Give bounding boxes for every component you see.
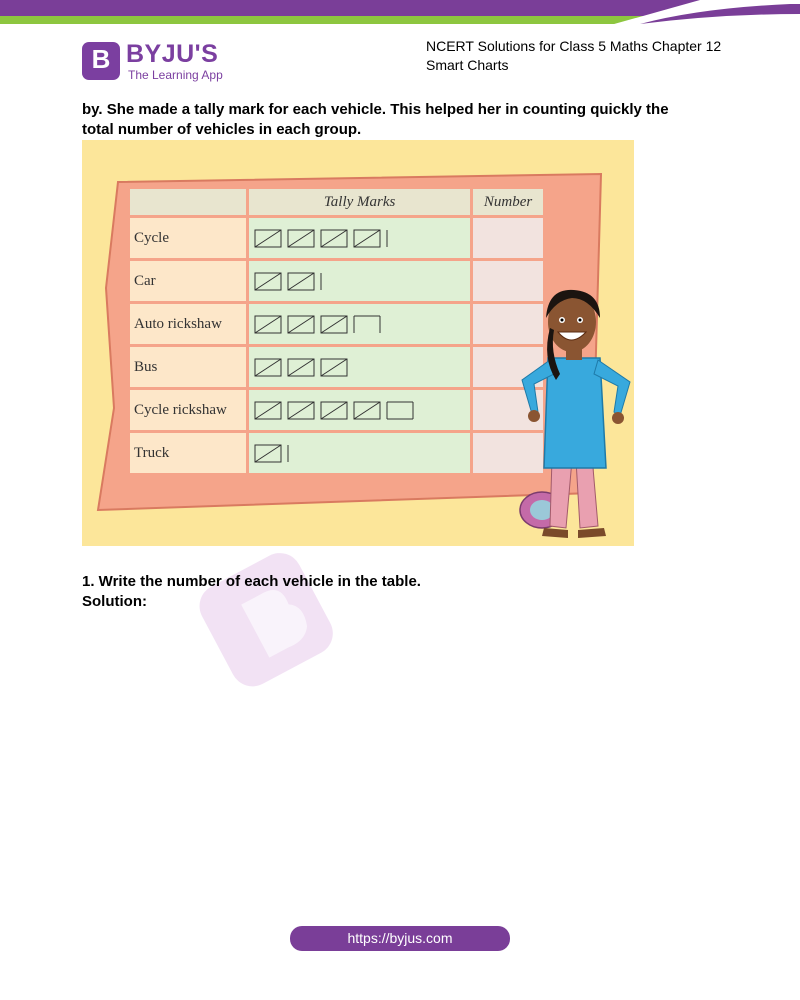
tally-marks [253, 312, 463, 336]
logo-tagline: The Learning App [128, 68, 223, 82]
vehicle-cell: Truck [130, 433, 246, 473]
tally-stroke [288, 316, 314, 333]
tally-stroke [288, 359, 314, 376]
vehicle-cell: Bus [130, 347, 246, 387]
tally-cell [249, 261, 470, 301]
tally-figure [82, 140, 634, 546]
tally-stroke [255, 359, 281, 376]
header-title-line1: NCERT Solutions for Class 5 Maths Chapter 12 [426, 38, 722, 54]
table-row [130, 347, 543, 387]
tally-marks [253, 441, 463, 465]
table-header-tally: Tally Marks [249, 189, 470, 215]
table-row [130, 261, 543, 301]
table-header-number: Number [473, 189, 543, 215]
tally-cell [249, 347, 470, 387]
tally-cell [249, 433, 470, 473]
tally-stroke [255, 230, 281, 247]
tally-stroke [321, 402, 347, 419]
logo-name: BYJU'S [126, 40, 219, 68]
vehicle-cell: Cycle rickshaw [130, 390, 246, 430]
question-1: 1. Write the number of each vehicle in the table. [82, 573, 421, 590]
top-banner [0, 0, 800, 28]
tally-cell [249, 218, 470, 258]
table-row [130, 433, 543, 473]
tally-stroke [354, 230, 380, 247]
tally-stroke [321, 230, 347, 247]
intro-line2: total number of vehicles in each group. [82, 121, 362, 138]
solution-label: Solution: [82, 593, 147, 610]
tally-marks [253, 355, 463, 379]
tally-stroke [288, 402, 314, 419]
tally-cell [249, 304, 470, 344]
tally-marks [253, 226, 463, 250]
tally-marks [253, 398, 463, 422]
tally-stroke [255, 273, 281, 290]
tally-stroke [288, 230, 314, 247]
tally-stroke [255, 445, 281, 462]
tally-stroke [354, 402, 380, 419]
intro-line1: by. She made a tally mark for each vehicle. This helped her in counting quickly the [82, 101, 669, 118]
watermark-logo [180, 540, 370, 690]
table-row [130, 304, 543, 344]
vehicle-cell: Auto rickshaw [130, 304, 246, 344]
girl-illustration [514, 288, 634, 546]
vehicle-cell: Cycle [130, 218, 246, 258]
logo-mark: B [82, 42, 120, 80]
intro-paragraph [82, 100, 722, 140]
document-header [426, 37, 721, 75]
tally-stroke [321, 359, 347, 376]
tally-stroke [255, 402, 281, 419]
tally-table [127, 186, 546, 476]
tally-cell [249, 390, 470, 430]
tally-marks [253, 269, 463, 293]
tally-stroke [288, 273, 314, 290]
tally-stroke [321, 316, 347, 333]
header-title-line2: Smart Charts [426, 57, 509, 73]
table-row [130, 390, 543, 430]
number-cell[interactable] [473, 218, 543, 258]
table-row [130, 218, 543, 258]
byjus-logo[interactable] [82, 42, 232, 84]
footer-url-link[interactable]: https://byjus.com [290, 926, 510, 951]
table-header-vehicle [130, 189, 246, 215]
tally-stroke [255, 316, 281, 333]
vehicle-cell: Car [130, 261, 246, 301]
